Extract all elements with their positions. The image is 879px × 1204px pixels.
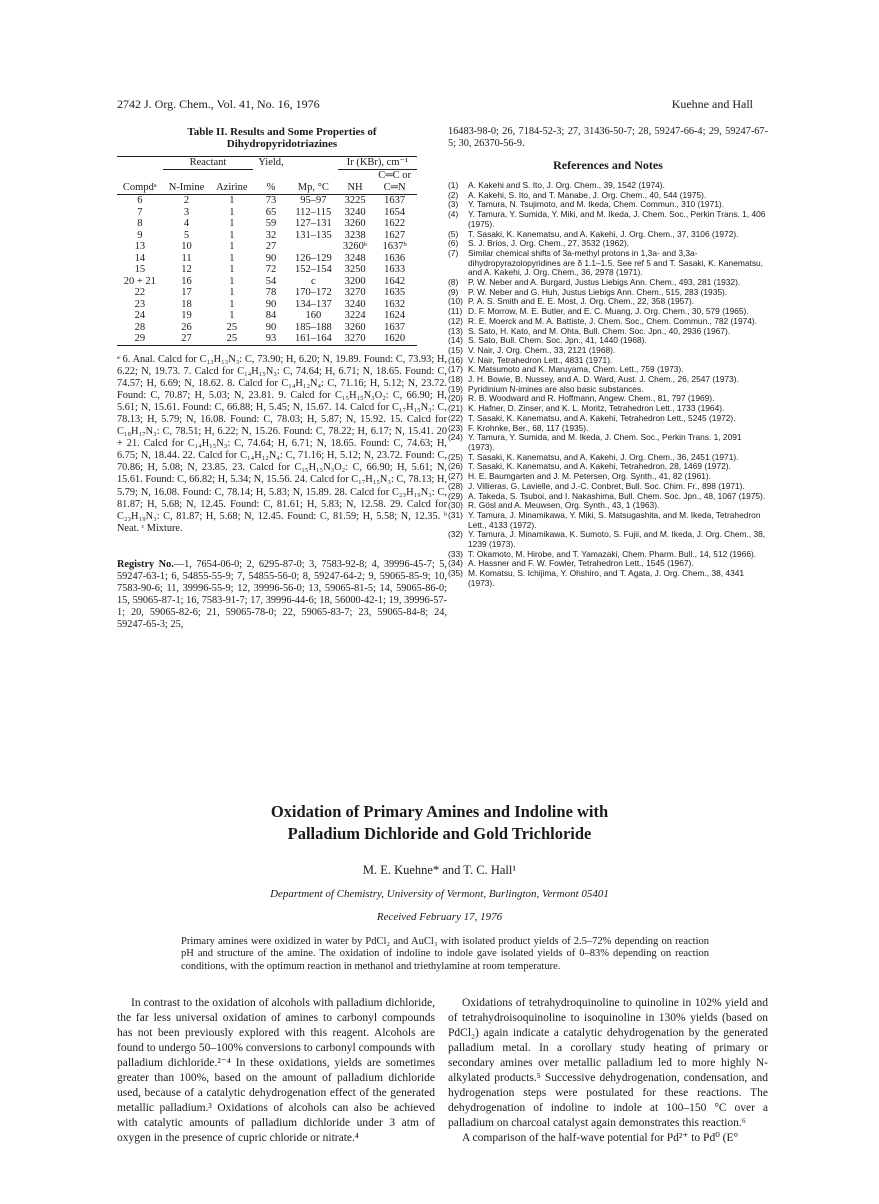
cell-compd: 15 bbox=[134, 264, 146, 275]
cell-mp: c bbox=[310, 275, 316, 287]
cell-azirine: 25 bbox=[226, 333, 238, 344]
reference-text: Y. Tamura, J. Minamikawa, K. Sumoto, S. Fujii, and M. Ikeda, J. Org. Chem., 38, 1239 (1973). bbox=[468, 529, 766, 550]
table-footnote: ᵃ 6. Anal. Calcd for C₁₃H₁₃N₃: C, 73.90; H, 6.20; N, 19.89. Found: C, 73.93; H, 6.22; N, 19.73. 7. Calcd for C₁₄H₁₅N₃: C, 74.64; H, 6.71; N, 18.65. Found: C, 74.57; H, 6.69; N, 18.62. 8. Calcd for C₁₄H₁₂N₄: C, 71.16; H, 5.12; N, 23.72. Found: C, 70.87; H, 5.03; N, 23.81. 9. Calcd for C₁₅H₁₅N₃O₂: C, 66.90; H, 5.61; N, 15.61. Found: C, 66.88; H, 5.45; N, 15.67. 14. Calcd for C₁₇H₁₅N₃: C, 78.13; H, 5.79; N, 16.08. Found: C, 78.03; H, 5.87; N, 15.92. 15. Calcd for C₁₈H₁₇N₃: C, 78.51; H, 6.22; N, 15.26. Found: C, 78.22; H, 6.17; N, 15.41. 20 + 21. Calcd for C₁₄H₁₅N₃: C, 74.64; H, 6.71; N, 18.65. Found: C, 74.63; H, 6.75; N, 18.44. 22. Calcd for C₁₄H₁₂N₄: C, 71.16; H, 5.12; N, 23.72. Found: C, 70.86; H, 5.08; N, 23.85. 23. Calcd for C₁₅H₁₅N₃O₂: C, 66.90; H, 5.61; N, 15.61. Found: C, 66.82; H, 5.34; N, 15.56. 24. Calcd for C₁₇H₁₅N₃: C, 78.13; H, 5.79; N, 16.08. Found: C, 78.14; H, 5.83; N, 15.89. 28. Calcd for C₂₃H₁₉N₃: C, 81.87; H, 5.68; N, 12.45. Found: C, 81.61; H, 5.83; N, 12.58. 29. Calcd for C₂₃H₁₉N₃: C, 81.87; H, 5.68; N, 12.45. Found: C, 81.59; H, 5.58; N, 12.35. ᵇ Neat. ᶜ Mixture. bbox=[117, 353, 448, 534]
cell-compd: 14 bbox=[134, 252, 146, 264]
reference-number: (3) bbox=[448, 199, 459, 210]
body-left-column bbox=[117, 996, 435, 1146]
reference-item bbox=[448, 530, 768, 549]
cell-yield: 90 bbox=[265, 298, 277, 310]
cell-compd: 28 bbox=[134, 321, 146, 333]
cell-cn: 1622 bbox=[384, 218, 406, 229]
cell-nh: 3240 bbox=[344, 298, 366, 310]
reference-text: A. Hassner and F. W. Fowler, Tetrahedron Lett., 1545 (1967). bbox=[468, 558, 694, 569]
cell-azirine: 25 bbox=[226, 321, 238, 333]
cell-nimine: 5 bbox=[183, 229, 190, 241]
cell-nimine: 19 bbox=[181, 310, 192, 321]
affiliation: Department of Chemistry, University of Vermont, Burlington, Vermont 05401 bbox=[270, 888, 609, 900]
cell-compd: 22 bbox=[134, 287, 146, 298]
reference-text: T. Sasaki, K. Kanematsu, and A. Kakehi, Tetrahedron, 28, 1469 (1972). bbox=[468, 461, 731, 472]
cell-nh: 3260 bbox=[344, 218, 366, 229]
reference-text: R. Gösl and A. Meuwsen, Org. Synth., 43, 1 (1963). bbox=[468, 500, 660, 511]
reference-number: (11) bbox=[448, 306, 463, 317]
cell-yield: 90 bbox=[265, 321, 277, 333]
cell-mp: 131–135 bbox=[294, 229, 332, 241]
cell-mp bbox=[289, 241, 338, 253]
cell-nh: 3225 bbox=[344, 195, 366, 206]
running-header-right: Kuehne and Hall bbox=[671, 97, 753, 111]
cell-nh: 3248 bbox=[344, 252, 366, 264]
reference-item bbox=[448, 210, 768, 229]
reference-number: (7) bbox=[448, 247, 459, 258]
reference-text: Similar chemical shifts of 3a-methyl protons in 1,3a- and 3,3a-dihydropyrazolopyridines are δ 1.1–1.5. See ref 5 and T. Sasaki, K. Kanematsu, and A. Kakehi, J. Org. Chem., 36, 2978 (1971). bbox=[468, 247, 764, 278]
reference-number: (28) bbox=[448, 480, 463, 491]
reference-text: R. B. Woodward and R. Hoffmann, Angew. Chem., 81, 797 (1969). bbox=[468, 393, 715, 404]
cell-mp: 95–97 bbox=[300, 195, 327, 206]
cell-yield: 72 bbox=[265, 264, 277, 275]
reference-number: (20) bbox=[448, 393, 463, 404]
reference-number: (18) bbox=[448, 374, 463, 385]
cell-azirine: 1 bbox=[229, 252, 235, 264]
table-row bbox=[117, 264, 417, 276]
reference-number: (15) bbox=[448, 344, 463, 355]
table-row bbox=[117, 207, 417, 219]
reference-number: (25) bbox=[448, 451, 463, 462]
reference-text: S. J. Brios, J. Org. Chem., 27, 3532 (1962). bbox=[468, 238, 630, 249]
cell-nimine: 18 bbox=[181, 298, 192, 310]
cell-compd: 23 bbox=[134, 298, 146, 310]
reference-text: J. H. Bowie, B. Nussey, and A. D. Ward, Aust. J. Chem., 26, 2547 (1973). bbox=[468, 374, 739, 385]
received-date: Received February 17, 1976 bbox=[376, 911, 503, 923]
reference-number: (14) bbox=[448, 335, 463, 346]
cell-nimine: 10 bbox=[181, 241, 192, 252]
registry-continued: 16483-98-0; 26, 7184-52-3; 27, 31436-50-7; 28, 59247-66-4; 29, 59247-67-5; 30, 26370-56-9. bbox=[448, 126, 768, 149]
abstract: Primary amines were oxidized in water by PdCl₂ and AuCl₃ with isolated product yields of 2.5–72% depending on reaction pH and structure of the amine. The oxidation of indoline to indole gave isolated yields of 0–83% depending on reaction conditions, with the optimum reaction in methanol and triethylamine at room temperature. bbox=[181, 936, 709, 972]
cell-mp: 112–115 bbox=[295, 206, 332, 218]
reference-text: D. F. Morrow, M. E. Butler, and E. C. Muang, J. Org. Chem., 30, 579 (1965). bbox=[468, 306, 749, 317]
authors: M. E. Kuehne* and T. C. Hall¹ bbox=[362, 863, 517, 877]
table-row bbox=[117, 287, 417, 299]
cell-nh: 3270 bbox=[344, 287, 366, 298]
table-title: Table II. Results and Some Properties of Dihydropyridotriazines bbox=[187, 126, 377, 150]
reference-text: J. Villieras, G. Lavielle, and J.-C. Conbret, Bull. Soc. Chim. Fr., 898 (1971). bbox=[468, 480, 745, 491]
cell-mp: 134–137 bbox=[294, 298, 332, 310]
cell-yield: 27 bbox=[265, 241, 277, 252]
cell-cn: 1642 bbox=[384, 275, 406, 287]
table-row bbox=[117, 310, 417, 322]
cell-nimine: 11 bbox=[181, 252, 192, 264]
registry-numbers: Registry No.—1, 7654-06-0; 2, 6295-87-0; 3, 7583-92-8; 4, 39996-45-7; 5, 59247-63-1; 6, 54855-55-9; 7, 54855-56-0; 8, 59247-64-2; 9, 59065-85-9; 10, 7583-90-6; 11, 39996-55-9; 12, 39996-56-0; 13, 59065-81-5; 14, 59065-86-0; 15, 59065-87-1; 16, 7583-91-7; 17, 39996-44-6; 18, 56000-42-1; 19, 39996-57-1; 20, 59065-82-6; 21, 59065-78-0; 22, 59065-83-7; 23, 59065-84-8; 24, 59247-65-3; 25, bbox=[117, 558, 447, 630]
cell-nimine: 12 bbox=[181, 264, 192, 275]
cell-nimine: 26 bbox=[181, 321, 192, 333]
reference-item bbox=[448, 569, 768, 588]
reference-text: T. Sasaki, K. Kanematsu, and A. Kakehi, J. Org. Chem., 36, 2451 (1971). bbox=[468, 451, 739, 462]
reference-text: R. E. Moerck and M. A. Battiste, J. Chem. Soc., Chem. Commun., 782 (1974). bbox=[468, 315, 758, 326]
reference-text: P. W. Neber and A. Burgard, Justus Liebigs Ann. Chem., 493, 281 (1932). bbox=[468, 277, 741, 288]
cell-mp: 161–164 bbox=[294, 333, 332, 344]
cell-azirine: 1 bbox=[229, 241, 235, 252]
cell-yield: 73 bbox=[265, 195, 277, 206]
reference-number: (4) bbox=[448, 209, 459, 220]
cell-azirine: 1 bbox=[229, 218, 235, 229]
cell-nh: 3200 bbox=[344, 275, 366, 287]
cell-nh: 3260ᵇ bbox=[342, 241, 368, 252]
cell-mp: 160 bbox=[305, 310, 322, 321]
cell-mp: 127–131 bbox=[294, 218, 332, 229]
cell-cn: 1637ᵇ bbox=[382, 241, 407, 252]
body-paragraph: In contrast to the oxidation of alcohols with palladium dichloride, the far less universal oxidation of amines to carbonyl compounds has not been previously explored with this reagent. Alcohols are found to undergo 50–100% conversions to carbonyl compounds with palladium dichloride.²⁻⁴ In these oxidations, yields are sometimes greater than 100%, based on the amount of palladium dichloride used, because of a catalytic dehydrogenation effect of the generated metallic palladium.³ Oxidations of alcohols can also be achieved with catalytic amounts of palladium dichloride under 3 atm of oxygen in the presence of cupric chloride or nitrate.⁴ bbox=[117, 997, 435, 1144]
col-cn: C═N bbox=[383, 182, 406, 193]
reference-text: M. Komatsu, S. Ichijima, Y. Ohshiro, and T. Agata, J. Org. Chem., 38, 4341 (1973). bbox=[468, 568, 745, 588]
col-mp: Mp, °C bbox=[297, 182, 329, 193]
cell-nimine: 3 bbox=[183, 206, 190, 218]
cell-yield: 32 bbox=[265, 229, 277, 241]
table-row bbox=[117, 230, 417, 242]
body-paragraph: A comparison of the half-wave potential for Pd²⁺ to Pd⁰ (E° bbox=[462, 1132, 739, 1144]
cell-nimine: 16 bbox=[181, 275, 192, 287]
col-pct: % bbox=[266, 182, 276, 193]
table-row bbox=[117, 218, 417, 230]
reference-text: A. Kakehi and S. Ito, J. Org. Chem., 39, 1542 (1974). bbox=[468, 180, 665, 190]
reference-text: K. Hafner, D. Zinser, and K. L. Moritz, Tetrahedron Lett., 1733 (1964). bbox=[468, 403, 725, 414]
cell-compd: 9 bbox=[137, 229, 143, 241]
running-header-left: 2742 J. Org. Chem., Vol. 41, No. 16, 1976 bbox=[117, 97, 320, 111]
cell-yield: 84 bbox=[265, 310, 277, 321]
reference-text: T. Okamoto, M. Hirobe, and T. Yamazaki, Chem. Pharm. Bull., 14, 512 (1966). bbox=[468, 548, 757, 559]
table-body bbox=[117, 195, 417, 346]
reference-text: V. Nair, Tetrahedron Lett., 4831 (1971). bbox=[468, 354, 613, 365]
reference-text: T. Sasaki, K. Kanematsu, and A. Kakehi, Tetrahedron Lett., 5245 (1972). bbox=[468, 412, 736, 423]
cell-azirine: 1 bbox=[229, 206, 235, 218]
cell-cn: 1654 bbox=[384, 206, 406, 218]
table-row bbox=[117, 333, 417, 345]
cell-compd: 6 bbox=[137, 195, 143, 206]
reference-number: (27) bbox=[448, 471, 463, 482]
cell-mp: 185–188 bbox=[294, 321, 332, 333]
reference-text: F. Krohnke, Ber., 68, 117 (1935). bbox=[468, 422, 589, 433]
reference-text: P. W. Neber and G. Huh, Justus Liebigs Ann. Chem., 515, 283 (1935). bbox=[468, 286, 728, 297]
cell-nimine: 2 bbox=[183, 195, 190, 206]
cell-cn: 1633 bbox=[384, 264, 406, 275]
reference-number: (35) bbox=[448, 568, 463, 579]
reference-number: (22) bbox=[448, 412, 463, 423]
reference-text: S. Sato, Bull. Chem. Soc. Jpn., 41, 1440 (1968). bbox=[468, 335, 647, 346]
reference-text: P. A. S. Smith and E. E. Most, J. Org. Chem., 22, 358 (1957). bbox=[468, 296, 695, 307]
cell-nimine: 17 bbox=[181, 287, 192, 298]
reference-number: (9) bbox=[448, 286, 459, 297]
reference-text: Pyridinium N-imines are also basic substances. bbox=[468, 383, 644, 394]
article-title: Oxidation of Primary Amines and Indoline with Palladium Dichloride and Gold Trichloride bbox=[270, 802, 609, 843]
reference-text: Y. Tamura, Y. Sumida, Y. Miki, and M. Ikeda, J. Chem. Soc., Perkin Trans. 1, 406 (1975). bbox=[468, 209, 766, 229]
cell-mp: 152–154 bbox=[294, 264, 332, 275]
cell-nimine: 27 bbox=[181, 333, 192, 344]
col-nh: NH bbox=[347, 182, 363, 193]
reference-number: (29) bbox=[448, 490, 463, 501]
reference-number: (16) bbox=[448, 354, 463, 365]
cell-nh: 3240 bbox=[344, 206, 366, 218]
reference-number: (17) bbox=[448, 364, 463, 375]
cell-mp: 170–172 bbox=[294, 287, 332, 298]
references-heading: References and Notes bbox=[553, 158, 663, 172]
reference-text: V. Nair, J. Org. Chem., 33, 2121 (1968). bbox=[468, 344, 616, 355]
cell-cn: 1624 bbox=[384, 310, 406, 321]
col-reactant: Reactant bbox=[163, 157, 254, 170]
reference-number: (13) bbox=[448, 325, 463, 336]
cell-nh: 3260 bbox=[344, 321, 366, 333]
reference-text: Y. Tamura, J. Minamikawa, Y. Miki, S. Matsugashita, and M. Ikeda, Tetrahedron Lett., 4133 (1972). bbox=[468, 509, 761, 530]
cell-azirine: 1 bbox=[229, 264, 235, 275]
col-ccor: C═C or bbox=[378, 170, 412, 181]
cell-compd: 29 bbox=[134, 333, 146, 344]
cell-azirine: 1 bbox=[229, 195, 235, 206]
cell-yield: 65 bbox=[265, 206, 277, 218]
references-list bbox=[448, 181, 768, 589]
cell-mp: 126–129 bbox=[294, 252, 332, 264]
right-column bbox=[448, 126, 768, 589]
table-row bbox=[117, 241, 417, 253]
cell-yield: 54 bbox=[265, 275, 277, 287]
reference-text: T. Sasaki, K. Kanematsu, and A. Kakehi, J. Org. Chem., 37, 3106 (1972). bbox=[468, 228, 739, 239]
reference-number: (10) bbox=[448, 296, 463, 307]
reference-number: (8) bbox=[448, 277, 459, 288]
reference-number: (1) bbox=[448, 180, 459, 190]
reference-text: H. E. Baumgarten and J. M. Petersen, Org. Synth., 41, 82 (1961). bbox=[468, 471, 711, 482]
cell-yield: 78 bbox=[265, 287, 277, 298]
reference-number: (23) bbox=[448, 422, 463, 433]
reference-number: (2) bbox=[448, 189, 459, 200]
cell-compd: 20 + 21 bbox=[123, 275, 156, 287]
col-yield: Yield, bbox=[258, 157, 284, 169]
cell-azirine: 1 bbox=[229, 275, 235, 287]
reference-number: (26) bbox=[448, 461, 463, 472]
cell-yield: 59 bbox=[265, 218, 277, 229]
reference-number: (12) bbox=[448, 315, 463, 326]
col-azirine: Azirine bbox=[216, 182, 248, 193]
table-row bbox=[117, 253, 417, 265]
cell-nh: 3238 bbox=[344, 229, 366, 241]
col-compd: Compdᵃ bbox=[122, 182, 157, 193]
table-row bbox=[117, 195, 417, 207]
left-column bbox=[117, 126, 447, 631]
cell-cn: 1637 bbox=[384, 321, 406, 333]
reference-text: Y. Tamura, Y. Sumida, and M. Ikeda, J. Chem. Soc., Perkin Trans. 1, 2091 (1973). bbox=[468, 432, 742, 452]
table-row bbox=[117, 299, 417, 311]
cell-nh: 3224 bbox=[344, 310, 366, 321]
reference-number: (32) bbox=[448, 529, 463, 540]
reference-item bbox=[448, 249, 768, 278]
cell-nimine: 4 bbox=[183, 218, 190, 229]
reference-number: (6) bbox=[448, 238, 459, 249]
col-nimine: N-Imine bbox=[168, 182, 205, 193]
reference-text: A. Kakehi, S. Ito, and T. Manabe, J. Org. Chem., 40, 544 (1975). bbox=[468, 189, 707, 200]
reference-number: (34) bbox=[448, 558, 463, 569]
cell-compd: 7 bbox=[137, 206, 143, 218]
cell-cn: 1637 bbox=[384, 195, 406, 206]
cell-compd: 13 bbox=[134, 241, 146, 252]
cell-compd: 8 bbox=[137, 218, 143, 229]
cell-azirine: 1 bbox=[229, 310, 235, 321]
table-row bbox=[117, 322, 417, 334]
cell-compd: 24 bbox=[134, 310, 146, 321]
cell-nh: 3250 bbox=[344, 264, 366, 275]
reference-number: (31) bbox=[448, 509, 463, 520]
reference-number: (24) bbox=[448, 432, 463, 443]
reference-item bbox=[448, 511, 768, 530]
cell-cn: 1636 bbox=[384, 252, 406, 264]
cell-azirine: 1 bbox=[229, 287, 235, 298]
cell-azirine: 1 bbox=[229, 229, 235, 241]
cell-yield: 93 bbox=[265, 333, 277, 344]
reference-item bbox=[448, 433, 768, 452]
reference-number: (19) bbox=[448, 383, 463, 394]
reference-text: Y. Tamura, N. Tsujimoto, and M. Ikeda, Chem. Commun., 310 (1971). bbox=[468, 199, 725, 210]
cell-azirine: 1 bbox=[229, 298, 235, 310]
reference-text: A. Takeda, S. Tsuboi, and I. Nakashima, Bull. Chem. Soc. Jpn., 48, 1067 (1975). bbox=[468, 490, 766, 501]
cell-nh: 3270 bbox=[344, 333, 366, 344]
cell-cn: 1635 bbox=[384, 287, 406, 298]
body-right-column bbox=[448, 996, 768, 1146]
body-paragraph: Oxidations of tetrahydroquinoline to quinoline in 102% yield and of tetrahydroisoquinoline to isoquinoline in 130% yields (based on PdCl₂) again indicate a catalytic dehydrogenation by the generated palladium metal. In a corollary study heating of primary or secondary amines over metallic palladium led to more highly N-alkylated products.⁵ Successive dehydrogenation, condensation, and hydrogenation steps were postulated for these reactions. The dehydrogenation of indoline to indole at 100–150 °C over a palladium on charcoal catalyst again demonstrates this reaction.⁶ bbox=[448, 997, 768, 1129]
cell-cn: 1627 bbox=[384, 229, 406, 241]
results-table bbox=[117, 156, 417, 346]
cell-yield: 90 bbox=[265, 252, 277, 264]
col-ir: Ir (KBr), cm⁻¹ bbox=[338, 157, 417, 170]
reference-text: S. Sato, H. Kato, and M. Ohta, Bull. Chem. Soc. Jpn., 40, 2936 (1967). bbox=[468, 325, 731, 336]
reference-text: K. Matsumoto and K. Maruyama, Chem. Lett., 759 (1973). bbox=[468, 364, 684, 375]
reference-number: (33) bbox=[448, 548, 463, 559]
table-row bbox=[117, 276, 417, 288]
reference-number: (21) bbox=[448, 403, 463, 414]
cell-cn: 1632 bbox=[384, 298, 406, 310]
reference-number: (5) bbox=[448, 228, 459, 239]
cell-cn: 1620 bbox=[384, 333, 406, 344]
reference-number: (30) bbox=[448, 500, 463, 511]
